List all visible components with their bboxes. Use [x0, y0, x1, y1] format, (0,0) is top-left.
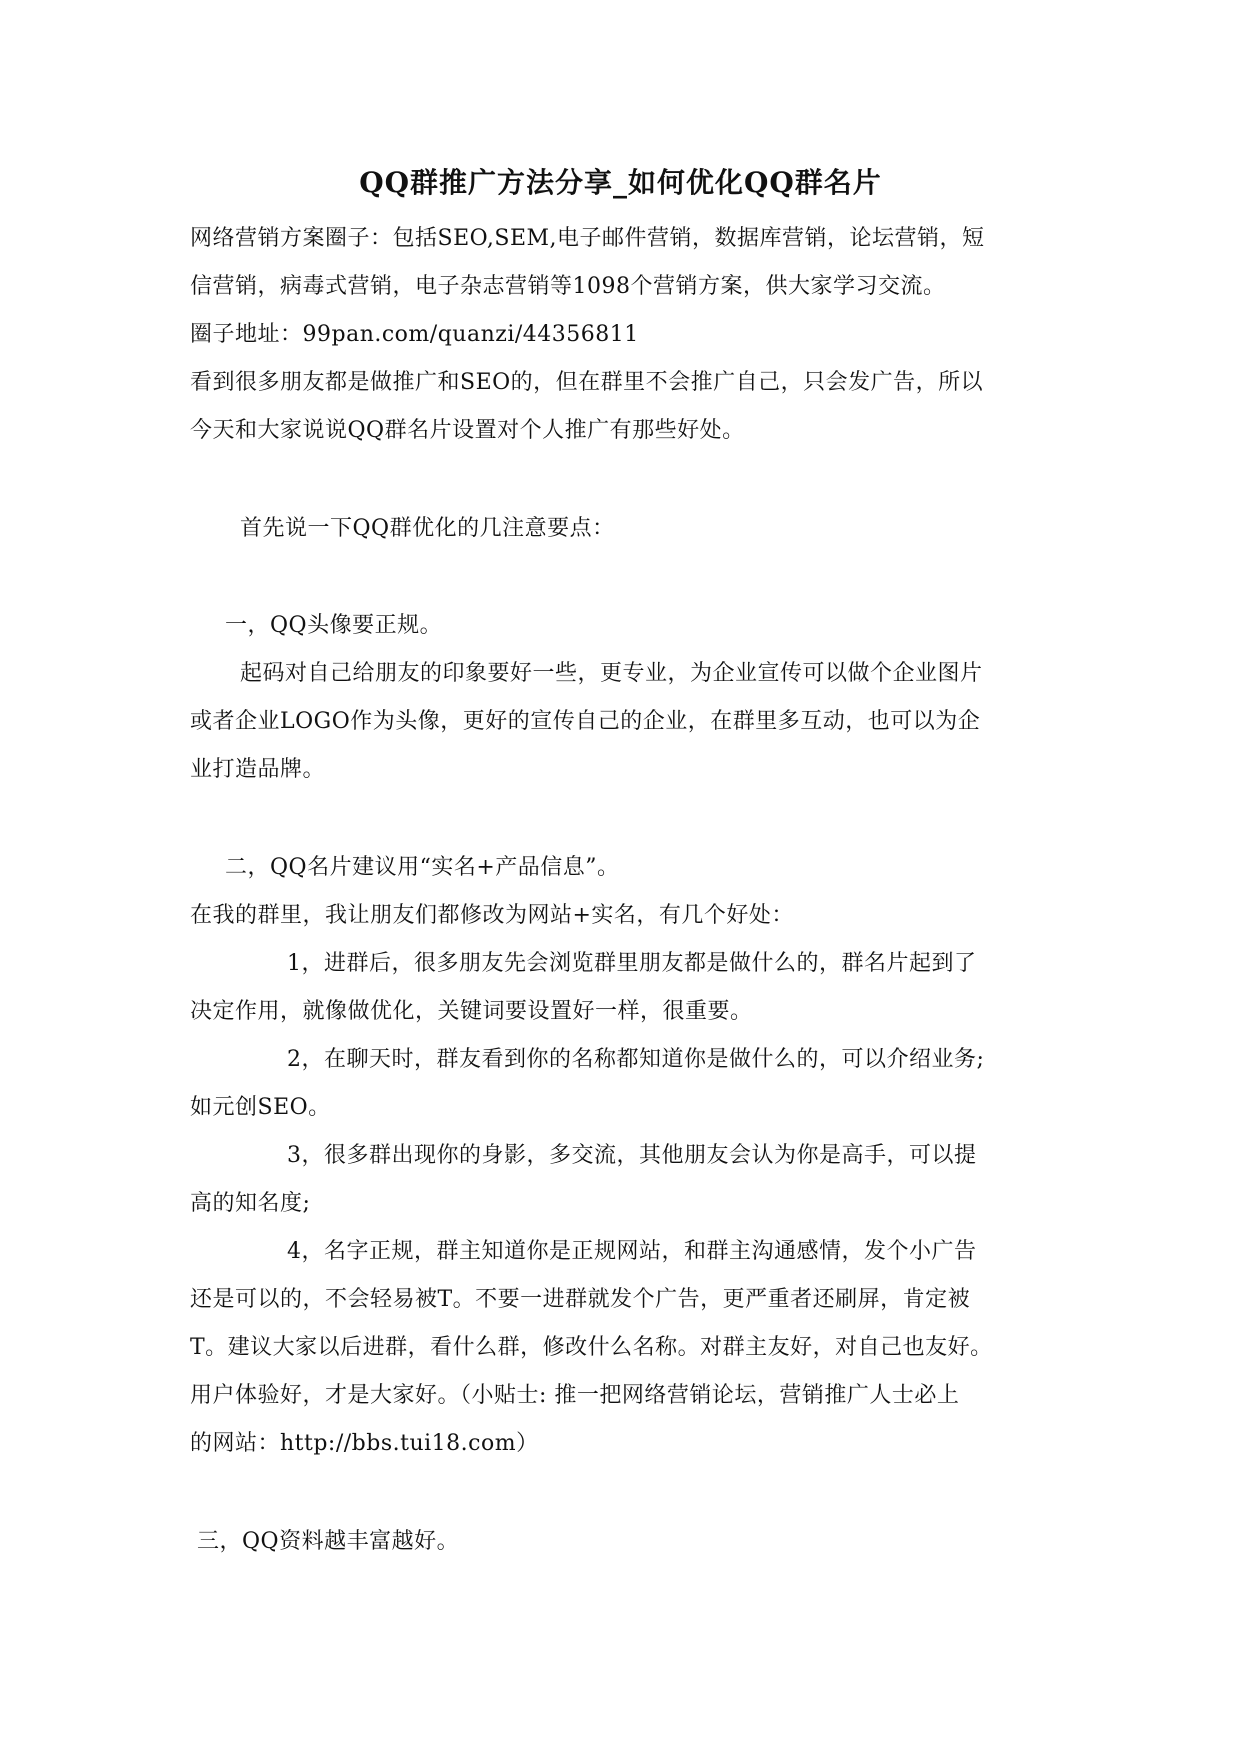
paragraph-line: 今天和大家说说QQ群名片设置对个人推广有那些好处。: [190, 418, 745, 443]
section-heading-3: 三，QQ资料越丰富越好。: [197, 1529, 460, 1554]
list-item-2-cont: 如元创SEO。: [190, 1095, 331, 1120]
intro-line: 网络营销方案圈子：包括SEO,SEM,电子邮件营销，数据库营销，论坛营销，短: [190, 226, 985, 251]
paragraph-line: 看到很多朋友都是做推广和SEO的，但在群里不会推广自己，只会发广告，所以: [190, 370, 984, 395]
paragraph-line: 业打造品牌。: [190, 757, 326, 782]
list-item-2: 2，在聊天时，群友看到你的名称都知道你是做什么的，可以介绍业务;: [287, 1047, 985, 1072]
paragraph-line: 起码对自己给朋友的印象要好一些，更专业，为企业宣传可以做个企业图片: [240, 661, 983, 686]
list-item-4-cont: T。建议大家以后进群，看什么群，修改什么名称。对群主友好，对自己也友好。: [190, 1335, 993, 1360]
list-item-4-cont: 用户体验好，才是大家好。（小贴士: 推一把网络营销论坛，营销推广人士必上: [190, 1383, 960, 1408]
section-heading-2: 二，QQ名片建议用“实名+产品信息”。: [225, 855, 620, 880]
paragraph-line: 或者企业LOGO作为头像，更好的宣传自己的企业，在群里多互动，也可以为企: [190, 709, 981, 734]
document-title: QQ群推广方法分享_如何优化QQ群名片: [359, 166, 882, 199]
list-item-4: 4，名字正规，群主知道你是正规网站，和群主沟通感情，发个小广告: [287, 1239, 977, 1264]
paragraph-line: 在我的群里，我让朋友们都修改为网站+实名，有几个好处：: [190, 903, 794, 928]
list-item-3-cont: 高的知名度;: [190, 1191, 311, 1216]
list-item-1: 1，进群后，很多朋友先会浏览群里朋友都是做什么的，群名片起到了: [287, 951, 977, 976]
circle-address-line: 圈子地址：99pan.com/quanzi/44356811: [190, 322, 639, 347]
section-intro: 首先说一下QQ群优化的几注意要点：: [240, 516, 615, 541]
list-item-1-cont: 决定作用，就像做优化，关键词要设置好一样，很重要。: [190, 999, 753, 1024]
list-item-3: 3，很多群出现你的身影，多交流，其他朋友会认为你是高手，可以提: [287, 1143, 977, 1168]
intro-line: 信营销，病毒式营销，电子杂志营销等1098个营销方案，供大家学习交流。: [190, 274, 946, 299]
list-item-4-cont: 的网站：http://bbs.tui18.com）: [190, 1431, 539, 1456]
list-item-4-cont: 还是可以的，不会轻易被T。不要一进群就发个广告，更严重者还刷屏，肯定被: [190, 1287, 971, 1312]
section-heading-1: 一，QQ头像要正规。: [225, 613, 443, 638]
